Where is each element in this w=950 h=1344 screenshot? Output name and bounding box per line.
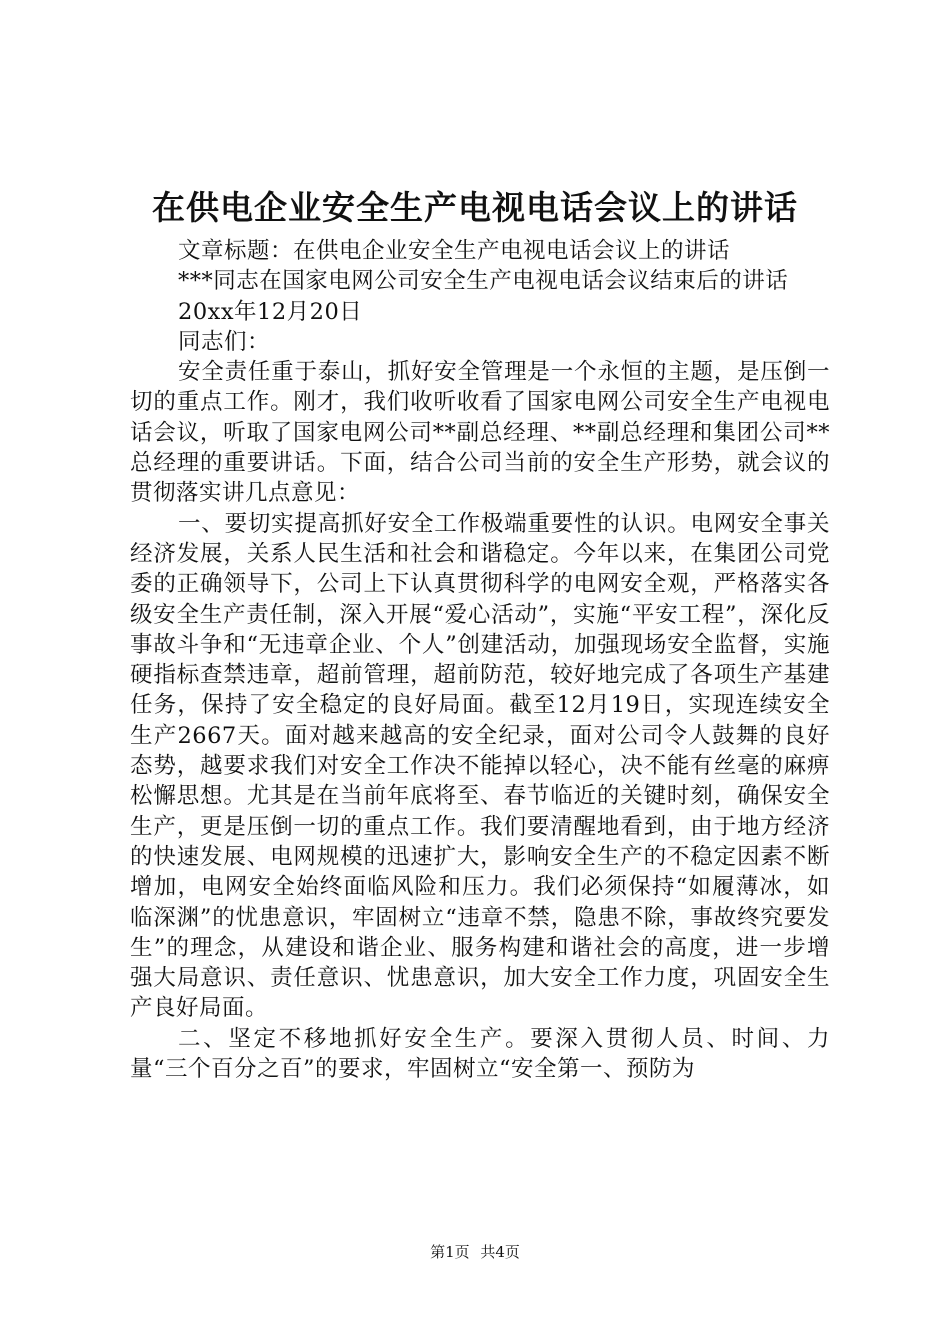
document-title: 在供电企业安全生产电视电话会议上的讲话 <box>152 188 798 227</box>
body-paragraph: 安全责任重于泰山，抓好安全管理是一个永恒的主题，是压倒一切的重点工作。刚才，我们收听收看了国家电网公司安全生产电视电话会议，听取了国家电网公司**副总经理、**副总经理和集团公司**总经理的重要讲话。下面，结合公司当前的安全生产形势，就会议的贯彻落实讲几点意见： <box>130 359 830 507</box>
page-footer <box>0 1242 950 1262</box>
page-total: 共4页 <box>480 1243 520 1261</box>
article-title-line: 文章标题：在供电企业安全生产电视电话会议上的讲话 <box>178 238 731 264</box>
date-line: 20xx年12月20日 <box>178 298 363 325</box>
salutation: 同志们： <box>178 328 271 355</box>
body-paragraph: 二、坚定不移地抓好安全生产。要深入贯彻人员、时间、力量“三个百分之百”的要求，牢固树立“安全第一、预防为 <box>130 1025 830 1083</box>
speaker-line: ***同志在国家电网公司安全生产电视电话会议结束后的讲话 <box>178 268 789 295</box>
document-body <box>130 236 830 1084</box>
page-number: 第1页 <box>430 1243 470 1261</box>
body-paragraph: 一、要切实提高抓好安全工作极端重要性的认识。电网安全事关经济发展，关系人民生活和社会和谐稳定。今年以来，在集团公司党委的正确领导下，公司上下认真贯彻科学的电网安全观，严格落实各级安全生产责任制，深入开展“爱心活动”，实施“平安工程”，深化反事故斗争和“无违章企业、个人”创建活动，加强现场安全监督，实施硬指标查禁违章，超前管理，超前防范，较好地完成了各项生产基建任务，保持了安全稳定的良好局面。截至12月19日，实现连续安全生产2667天。面对越来越高的安全纪录，面对公司令人鼓舞的良好态势，越要求我们对安全工作决不能掉以轻心，决不能有丝毫的麻痹松懈思想。尤其是在当前年底将至、春节临近的关键时刻，确保安全生产，更是压倒一切的重点工作。我们要清醒地看到，由于地方经济的快速发展、电网规模的迅速扩大，影响安全生产的不稳定因素不断增加，电网安全始终面临风险和压力。我们必须保持“如履薄冰，如临深渊”的忧患意识，牢固树立“违章不禁，隐患不除，事故终究要发生”的理念，从建设和谐企业、服务构建和谐社会的高度，进一步增强大局意识、责任意识、忧患意识，加大安全工作力度，巩固安全生产良好局面。 <box>130 510 830 1022</box>
